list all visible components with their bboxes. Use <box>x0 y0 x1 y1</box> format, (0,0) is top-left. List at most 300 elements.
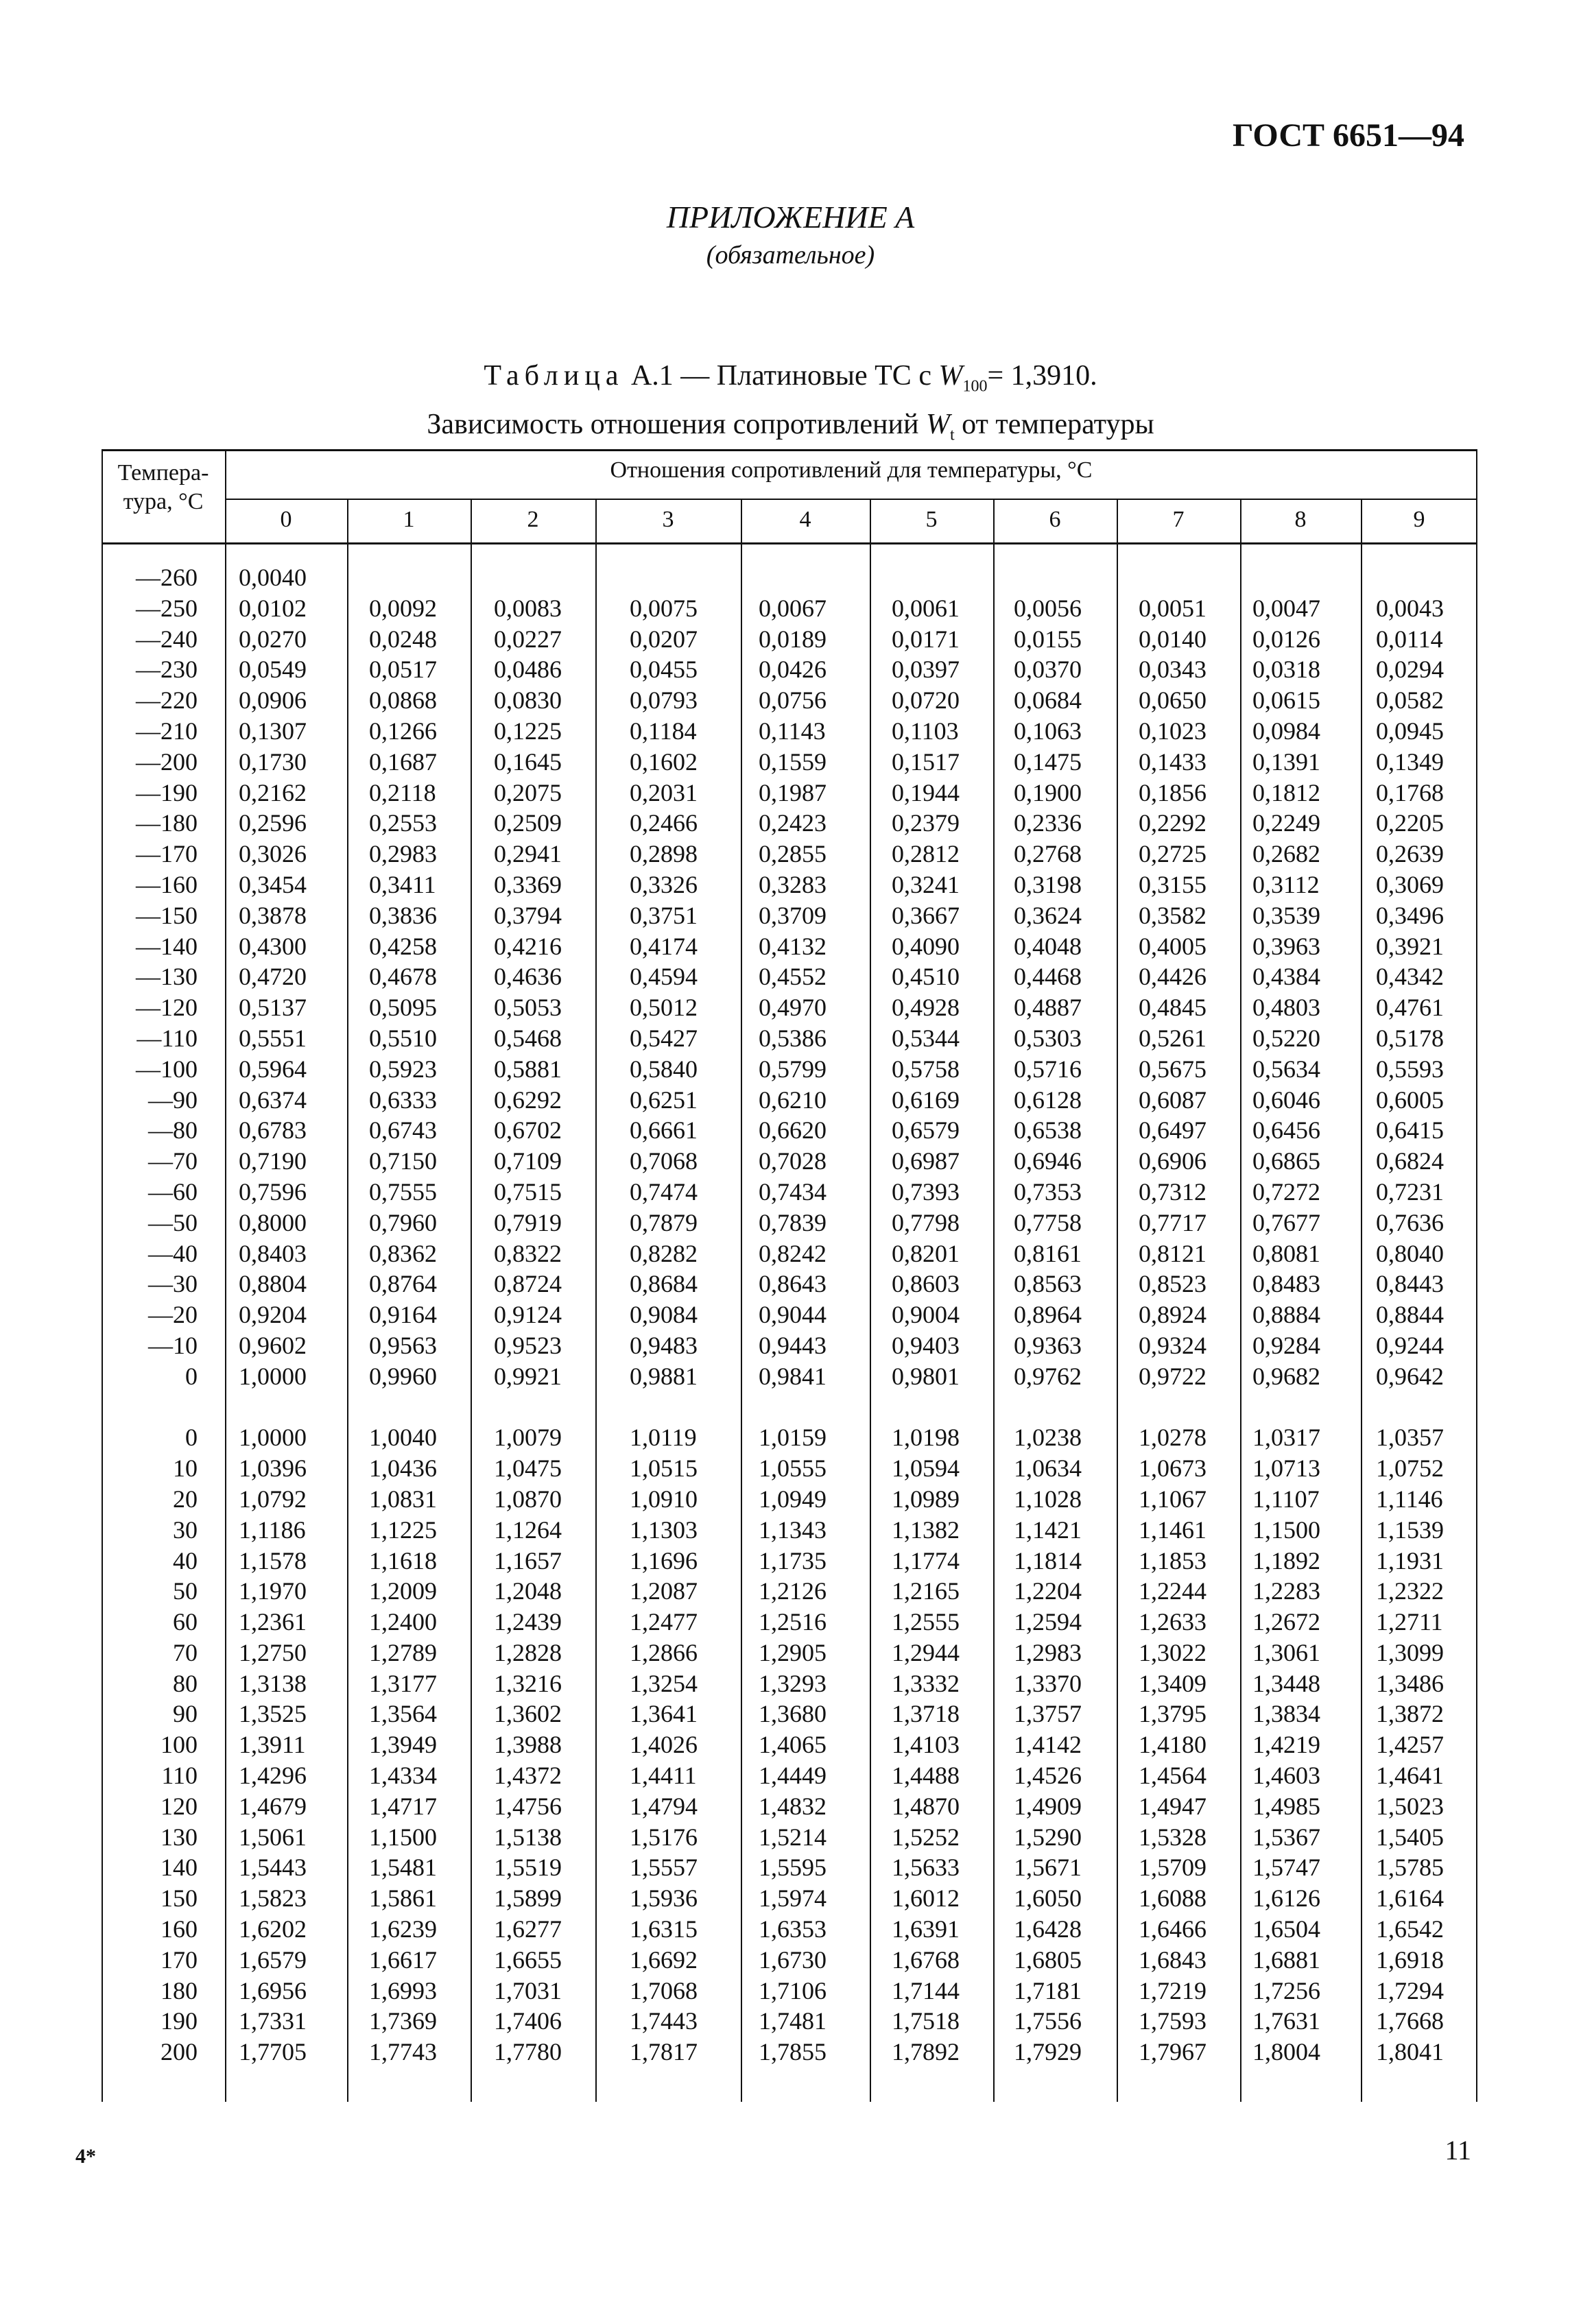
ratio-cell: 0,4761 <box>1376 994 1444 1022</box>
ratio-cell: 1,2905 <box>759 1638 827 1666</box>
ratio-cell: 1,6164 <box>1376 1884 1444 1913</box>
ratio-cell: 0,7068 <box>630 1147 698 1175</box>
ratio-cell: 0,9642 <box>1376 1362 1444 1390</box>
ratio-cell: 1,3022 <box>1139 1638 1206 1666</box>
ratio-cell: 1,3061 <box>1252 1638 1320 1666</box>
table-row <box>102 2037 1477 2068</box>
ratio-cell: 1,4257 <box>1376 1731 1444 1759</box>
ratio-cell: 1,5481 <box>369 1854 437 1882</box>
resistance-table <box>102 449 1477 2102</box>
header-divider <box>225 499 1477 500</box>
ratio-cell: 0,0756 <box>759 686 827 715</box>
ratio-cell: 0,3667 <box>892 901 960 929</box>
ratio-cell: 0,3026 <box>239 840 307 868</box>
ratio-cell: 1,3099 <box>1376 1638 1444 1666</box>
ratio-cell: 1,0831 <box>369 1485 437 1513</box>
ratio-cell: 0,5923 <box>369 1055 437 1083</box>
ratio-cell: 0,2596 <box>239 809 307 837</box>
ratio-cell: 0,6824 <box>1376 1147 1444 1175</box>
ratio-cell: 1,0000 <box>239 1362 307 1390</box>
ratio-cell: 1,4334 <box>369 1762 437 1790</box>
ratio-cell: 1,1107 <box>1252 1485 1320 1513</box>
ratio-cell: 1,1028 <box>1014 1485 1082 1513</box>
ratio-cell: 1,5823 <box>239 1884 307 1913</box>
ratio-cell: 1,2711 <box>1376 1608 1443 1636</box>
ratio-cell: 0,1559 <box>759 747 827 776</box>
temperature-cell: —80 <box>148 1116 198 1145</box>
ratio-cell: 1,4372 <box>494 1762 562 1790</box>
ratio-cell: 1,2866 <box>630 1638 698 1666</box>
ratio-cell: 0,3369 <box>494 870 562 898</box>
ratio-cell: 1,3602 <box>494 1700 562 1728</box>
ratio-cell: 1,4449 <box>759 1762 827 1790</box>
ratio-cell: 0,1023 <box>1139 717 1206 745</box>
temperature-cell: —210 <box>136 717 198 745</box>
ratio-cell: 0,5468 <box>494 1024 562 1052</box>
ratio-cell: 1,3254 <box>630 1669 698 1697</box>
ratio-cell: 0,3496 <box>1376 901 1444 929</box>
ratio-cell: 0,6702 <box>494 1116 562 1145</box>
ratio-cell: 0,9563 <box>369 1331 437 1359</box>
ratio-group-header: Отношения сопротивлений для температуры, °С <box>610 457 1093 483</box>
table-row <box>102 1976 1477 2006</box>
ratio-cell: 1,5861 <box>369 1884 437 1913</box>
ratio-cell: 0,4300 <box>239 932 307 960</box>
table-row <box>102 562 1477 593</box>
column-header: 9 <box>1413 507 1425 532</box>
ratio-cell: 0,7717 <box>1139 1208 1206 1236</box>
table-row <box>102 1883 1477 1914</box>
ratio-cell: 1,5747 <box>1252 1854 1320 1882</box>
ratio-cell: 1,0594 <box>892 1454 960 1483</box>
ratio-cell: 1,3177 <box>369 1669 437 1697</box>
w-subscript: 100 <box>962 377 988 396</box>
table-row <box>102 1791 1477 1822</box>
table-row <box>102 1607 1477 1638</box>
ratio-cell: 1,7780 <box>494 2038 562 2066</box>
ratio-cell: 1,6542 <box>1376 1915 1444 1943</box>
ratio-cell: 1,2361 <box>239 1608 307 1636</box>
ratio-cell: 1,7855 <box>759 2038 827 2066</box>
temperature-cell: 60 <box>173 1608 198 1636</box>
table-row <box>102 1484 1477 1515</box>
ratio-cell: 1,6126 <box>1252 1884 1320 1913</box>
ratio-cell: 1,7668 <box>1376 2007 1444 2035</box>
ratio-cell: 0,5593 <box>1376 1055 1444 1083</box>
ratio-cell: 0,4803 <box>1252 994 1320 1022</box>
temperature-cell: 110 <box>161 1762 198 1790</box>
ratio-cell: 1,2789 <box>369 1638 437 1666</box>
ratio-cell: 1,1578 <box>239 1546 307 1574</box>
ratio-cell: 0,9004 <box>892 1301 960 1329</box>
ratio-cell: 0,1517 <box>892 747 960 776</box>
caption-line1-text: А.1 — Платиновые ТС с <box>623 360 939 392</box>
ratio-cell: 0,6251 <box>630 1086 698 1114</box>
ratio-cell: 0,2379 <box>892 809 960 837</box>
ratio-cell: 0,7272 <box>1252 1177 1320 1206</box>
ratio-cell: 0,8523 <box>1139 1270 1206 1298</box>
ratio-cell: 0,1645 <box>494 747 562 776</box>
ratio-cell: 1,2477 <box>630 1608 698 1636</box>
ratio-cell: 0,9324 <box>1139 1331 1206 1359</box>
table-row <box>102 624 1477 655</box>
table-row <box>102 1668 1477 1699</box>
temperature-header-line2: тура, °С <box>123 489 204 514</box>
ratio-cell: 1,7817 <box>630 2038 698 2066</box>
ratio-cell: 0,7231 <box>1376 1177 1444 1206</box>
ratio-cell: 0,2725 <box>1139 840 1206 868</box>
table-row <box>102 1576 1477 1607</box>
ratio-cell: 1,2126 <box>759 1577 827 1605</box>
ratio-cell: 0,4970 <box>759 994 827 1022</box>
ratio-cell: 0,3155 <box>1139 870 1206 898</box>
ratio-cell: 1,1343 <box>759 1516 827 1544</box>
ratio-cell: 0,2292 <box>1139 809 1206 837</box>
ratio-cell: 0,5799 <box>759 1055 827 1083</box>
column-header: 4 <box>799 507 811 532</box>
ratio-cell: 0,0945 <box>1376 717 1444 745</box>
ratio-cell: 0,8322 <box>494 1239 562 1267</box>
temperature-cell: 120 <box>161 1792 198 1820</box>
ratio-cell: 0,2553 <box>369 809 437 837</box>
table-row <box>102 1515 1477 1546</box>
column-header: 6 <box>1049 507 1061 532</box>
ratio-cell: 0,0270 <box>239 625 307 653</box>
ratio-cell: 0,0047 <box>1252 594 1320 622</box>
ratio-cell: 0,6128 <box>1014 1086 1082 1114</box>
temperature-cell: 170 <box>161 1945 198 1974</box>
ratio-cell: 0,8964 <box>1014 1301 1082 1329</box>
ratio-cell: 1,6353 <box>759 1915 827 1943</box>
ratio-cell: 0,8081 <box>1252 1239 1320 1267</box>
ratio-cell: 0,9722 <box>1139 1362 1206 1390</box>
temperature-cell: —40 <box>148 1239 198 1267</box>
ratio-cell: 0,2336 <box>1014 809 1082 837</box>
ratio-cell: 1,4488 <box>892 1762 960 1790</box>
section-spacer <box>102 1392 1477 1423</box>
ratio-cell: 1,1618 <box>369 1546 437 1574</box>
ratio-cell: 1,4870 <box>892 1792 960 1820</box>
ratio-cell: 0,3921 <box>1376 932 1444 960</box>
ratio-cell: 1,1461 <box>1139 1516 1206 1544</box>
ratio-cell: 0,4216 <box>494 932 562 960</box>
ratio-cell: 1,2322 <box>1376 1577 1444 1605</box>
ratio-cell: 0,1475 <box>1014 747 1082 776</box>
temperature-cell: —60 <box>148 1177 198 1206</box>
ratio-cell: 1,4641 <box>1376 1762 1444 1790</box>
ratio-cell: 0,0189 <box>759 625 827 653</box>
table-row <box>102 1177 1477 1208</box>
ratio-cell: 0,0207 <box>630 625 698 653</box>
ratio-cell: 1,6768 <box>892 1945 960 1974</box>
ratio-cell: 1,4026 <box>630 1731 698 1759</box>
temperature-cell: —150 <box>136 901 198 929</box>
ratio-cell: 0,6046 <box>1252 1086 1320 1114</box>
ratio-cell: 0,1103 <box>892 717 959 745</box>
ratio-cell: 0,6456 <box>1252 1116 1320 1145</box>
ratio-cell: 0,0126 <box>1252 625 1320 653</box>
ratio-cell: 0,9483 <box>630 1331 698 1359</box>
ratio-cell: 1,2244 <box>1139 1577 1206 1605</box>
ratio-cell: 1,6088 <box>1139 1884 1206 1913</box>
ratio-cell: 1,0989 <box>892 1485 960 1513</box>
ratio-cell: 0,4510 <box>892 963 960 991</box>
ratio-cell: 0,3112 <box>1252 870 1320 898</box>
ratio-cell: 0,0793 <box>630 686 698 715</box>
temperature-cell: 150 <box>161 1884 198 1913</box>
ratio-cell: 0,7555 <box>369 1177 437 1206</box>
ratio-cell: 0,4342 <box>1376 963 1444 991</box>
ratio-cell: 0,8161 <box>1014 1239 1082 1267</box>
ratio-cell: 0,7474 <box>630 1177 698 1206</box>
temperature-cell: —200 <box>136 747 198 776</box>
ratio-cell: 0,9841 <box>759 1362 827 1390</box>
ratio-cell: 0,4887 <box>1014 994 1082 1022</box>
ratio-cell: 1,3409 <box>1139 1669 1206 1697</box>
ratio-cell: 1,2828 <box>494 1638 562 1666</box>
temperature-cell: 20 <box>173 1485 198 1513</box>
ratio-cell: 1,4296 <box>239 1762 307 1790</box>
ratio-cell: 1,1500 <box>1252 1516 1320 1544</box>
ratio-cell: 0,4468 <box>1014 963 1082 991</box>
temperature-cell: 80 <box>173 1669 198 1697</box>
ratio-cell: 1,4142 <box>1014 1731 1082 1759</box>
table-row <box>102 900 1477 931</box>
ratio-cell: 0,7109 <box>494 1147 562 1175</box>
ratio-cell: 1,7294 <box>1376 1976 1444 2004</box>
temperature-cell: —100 <box>136 1055 198 1083</box>
wt-subscript: t <box>949 426 955 444</box>
ratio-cell: 1,5671 <box>1014 1854 1082 1882</box>
ratio-cell: 0,3794 <box>494 901 562 929</box>
ratio-cell: 1,2439 <box>494 1608 562 1636</box>
ratio-cell: 0,3709 <box>759 901 827 929</box>
column-header: 7 <box>1172 507 1185 532</box>
ratio-cell: 0,7190 <box>239 1147 307 1175</box>
ratio-cell: 1,4909 <box>1014 1792 1082 1820</box>
ratio-cell: 0,1730 <box>239 747 307 776</box>
ratio-cell: 0,0486 <box>494 656 562 684</box>
ratio-cell: 1,3641 <box>630 1700 698 1728</box>
ratio-cell: 0,6661 <box>630 1116 698 1145</box>
temperature-cell: 40 <box>173 1546 198 1574</box>
ratio-cell: 1,0870 <box>494 1485 562 1513</box>
ratio-cell: 1,4564 <box>1139 1762 1206 1790</box>
appendix-subtitle: (обязательное) <box>706 241 875 269</box>
table-row <box>102 1330 1477 1361</box>
ratio-cell: 0,7879 <box>630 1208 698 1236</box>
ratio-cell: 1,3911 <box>239 1731 306 1759</box>
ratio-cell: 1,1186 <box>239 1516 306 1544</box>
ratio-cell: 1,6391 <box>892 1915 960 1943</box>
ratio-cell: 0,3582 <box>1139 901 1206 929</box>
ratio-cell: 0,9762 <box>1014 1362 1082 1390</box>
ratio-cell: 0,6620 <box>759 1116 827 1145</box>
ratio-cell: 0,5053 <box>494 994 562 1022</box>
ratio-cell: 1,7068 <box>630 1976 698 2004</box>
ratio-cell: 1,7219 <box>1139 1976 1206 2004</box>
ratio-cell: 1,7892 <box>892 2038 960 2066</box>
ratio-cell: 1,7331 <box>239 2007 307 2035</box>
ratio-cell: 1,4219 <box>1252 1731 1320 1759</box>
ratio-cell: 1,7144 <box>892 1976 960 2004</box>
ratio-cell: 1,0752 <box>1376 1454 1444 1483</box>
ratio-cell: 1,6202 <box>239 1915 307 1943</box>
temperature-cell: 70 <box>173 1638 198 1666</box>
ratio-cell: 0,9204 <box>239 1301 307 1329</box>
ratio-cell: 0,9921 <box>494 1362 562 1390</box>
ratio-cell: 1,0910 <box>630 1485 698 1513</box>
ratio-cell: 0,2639 <box>1376 840 1444 868</box>
ratio-cell: 0,8121 <box>1139 1239 1206 1267</box>
ratio-cell: 0,9403 <box>892 1331 960 1359</box>
ratio-cell: 1,4103 <box>892 1731 960 1759</box>
ratio-cell: 0,8884 <box>1252 1301 1320 1329</box>
ratio-cell: 0,2466 <box>630 809 698 837</box>
ratio-cell: 0,8844 <box>1376 1301 1444 1329</box>
ratio-cell: 0,2118 <box>369 778 436 806</box>
ratio-cell: 0,0248 <box>369 625 437 653</box>
ratio-cell: 1,1853 <box>1139 1546 1206 1574</box>
ratio-cell: 0,8603 <box>892 1270 960 1298</box>
ratio-cell: 0,2205 <box>1376 809 1444 837</box>
ratio-cell: 1,4526 <box>1014 1762 1082 1790</box>
ratio-cell: 1,0278 <box>1139 1424 1206 1452</box>
table-row <box>102 593 1477 624</box>
ratio-cell: 1,0357 <box>1376 1424 1444 1452</box>
ratio-cell: 0,9164 <box>369 1301 437 1329</box>
ratio-cell: 1,1264 <box>494 1516 562 1544</box>
ratio-cell: 1,0198 <box>892 1424 960 1452</box>
temperature-cell: 10 <box>173 1454 198 1483</box>
page-number: 11 <box>1445 2135 1471 2166</box>
ratio-cell: 1,2750 <box>239 1638 307 1666</box>
ratio-cell: 1,0555 <box>759 1454 827 1483</box>
caption-label: Таблица <box>484 360 624 392</box>
temperature-cell: 130 <box>161 1823 198 1851</box>
ratio-cell: 1,7031 <box>494 1976 562 2004</box>
ratio-cell: 0,9124 <box>494 1301 562 1329</box>
ratio-cell: 1,7518 <box>892 2007 960 2035</box>
temperature-cell: —140 <box>136 932 198 960</box>
ratio-cell: 1,7106 <box>759 1976 827 2004</box>
table-row <box>102 1146 1477 1177</box>
ratio-cell: 1,0515 <box>630 1454 698 1483</box>
ratio-cell: 0,6497 <box>1139 1116 1206 1145</box>
ratio-cell: 1,6655 <box>494 1945 562 1974</box>
ratio-cell: 1,0040 <box>369 1424 437 1452</box>
ratio-cell: 0,6005 <box>1376 1086 1444 1114</box>
ratio-cell: 1,6617 <box>369 1945 437 1974</box>
ratio-cell: 1,3216 <box>494 1669 562 1697</box>
ratio-cell: 0,4258 <box>369 932 437 960</box>
ratio-cell: 0,6906 <box>1139 1147 1206 1175</box>
ratio-cell: 1,6993 <box>369 1976 437 2004</box>
ratio-cell: 0,2162 <box>239 778 307 806</box>
ratio-cell: 1,2009 <box>369 1577 437 1605</box>
ratio-cell: 0,6538 <box>1014 1116 1082 1145</box>
ratio-cell: 1,1382 <box>892 1516 960 1544</box>
ratio-cell: 0,1768 <box>1376 778 1444 806</box>
ratio-cell: 1,0079 <box>494 1424 562 1452</box>
ratio-cell: 1,3370 <box>1014 1669 1082 1697</box>
ratio-cell: 0,4552 <box>759 963 827 991</box>
ratio-cell: 0,7353 <box>1014 1177 1082 1206</box>
column-header: 0 <box>280 507 292 532</box>
ratio-cell: 0,3624 <box>1014 901 1082 929</box>
ratio-cell: 0,9682 <box>1252 1362 1320 1390</box>
ratio-cell: 0,8000 <box>239 1208 307 1236</box>
ratio-cell: 1,5252 <box>892 1823 960 1851</box>
ratio-cell: 0,2682 <box>1252 840 1320 868</box>
ratio-cell: 0,5716 <box>1014 1055 1082 1083</box>
table-body <box>102 562 1477 2068</box>
ratio-cell: 0,9284 <box>1252 1331 1320 1359</box>
ratio-cell: 1,2633 <box>1139 1608 1206 1636</box>
ratio-cell: 1,6881 <box>1252 1945 1320 1974</box>
ratio-cell: 0,6946 <box>1014 1147 1082 1175</box>
temperature-cell: —120 <box>136 994 198 1022</box>
column-header: 5 <box>925 507 938 532</box>
ratio-cell: 1,4065 <box>759 1731 827 1759</box>
ratio-cell: 0,5634 <box>1252 1055 1320 1083</box>
table-row <box>102 1115 1477 1146</box>
ratio-cell: 0,7677 <box>1252 1208 1320 1236</box>
ratio-cell: 1,1735 <box>759 1546 827 1574</box>
ratio-cell: 1,1657 <box>494 1546 562 1574</box>
ratio-cell: 0,2249 <box>1252 809 1320 837</box>
ratio-cell: 1,3564 <box>369 1700 437 1728</box>
ratio-cell: 0,0343 <box>1139 656 1206 684</box>
ratio-cell: 1,3525 <box>239 1700 307 1728</box>
ratio-cell: 1,3680 <box>759 1700 827 1728</box>
ratio-cell: 0,0061 <box>892 594 960 622</box>
ratio-cell: 0,1266 <box>369 717 437 745</box>
ratio-cell: 0,0318 <box>1252 656 1320 684</box>
ratio-cell: 0,1184 <box>630 717 697 745</box>
ratio-cell: 0,0140 <box>1139 625 1206 653</box>
ratio-cell: 0,1143 <box>759 717 826 745</box>
ratio-cell: 0,1944 <box>892 778 960 806</box>
table-row <box>102 992 1477 1023</box>
ratio-cell: 0,8764 <box>369 1270 437 1298</box>
ratio-cell: 1,0159 <box>759 1424 827 1452</box>
column-header: 1 <box>403 507 415 532</box>
ratio-cell: 1,4832 <box>759 1792 827 1820</box>
ratio-cell: 1,6692 <box>630 1945 698 1974</box>
ratio-cell: 0,0171 <box>892 625 960 653</box>
ratio-cell: 0,8282 <box>630 1239 698 1267</box>
ratio-cell: 1,6843 <box>1139 1945 1206 1974</box>
ratio-cell: 1,4794 <box>630 1792 698 1820</box>
ratio-cell: 1,4947 <box>1139 1792 1206 1820</box>
ratio-cell: 1,6050 <box>1014 1884 1082 1913</box>
ratio-cell: 0,9960 <box>369 1362 437 1390</box>
ratio-cell: 0,8684 <box>630 1270 698 1298</box>
ratio-cell: 0,2855 <box>759 840 827 868</box>
ratio-cell: 1,5023 <box>1376 1792 1444 1820</box>
table-row <box>102 1085 1477 1116</box>
column-header: 8 <box>1294 507 1307 532</box>
ratio-cell: 0,5427 <box>630 1024 698 1052</box>
ratio-cell: 0,9084 <box>630 1301 698 1329</box>
ratio-cell: 1,3988 <box>494 1731 562 1759</box>
ratio-cell: 0,0455 <box>630 656 698 684</box>
ratio-cell: 0,8643 <box>759 1270 827 1298</box>
ratio-cell: 0,0067 <box>759 594 827 622</box>
ratio-cell: 1,2400 <box>369 1608 437 1636</box>
ratio-cell: 0,1602 <box>630 747 698 776</box>
